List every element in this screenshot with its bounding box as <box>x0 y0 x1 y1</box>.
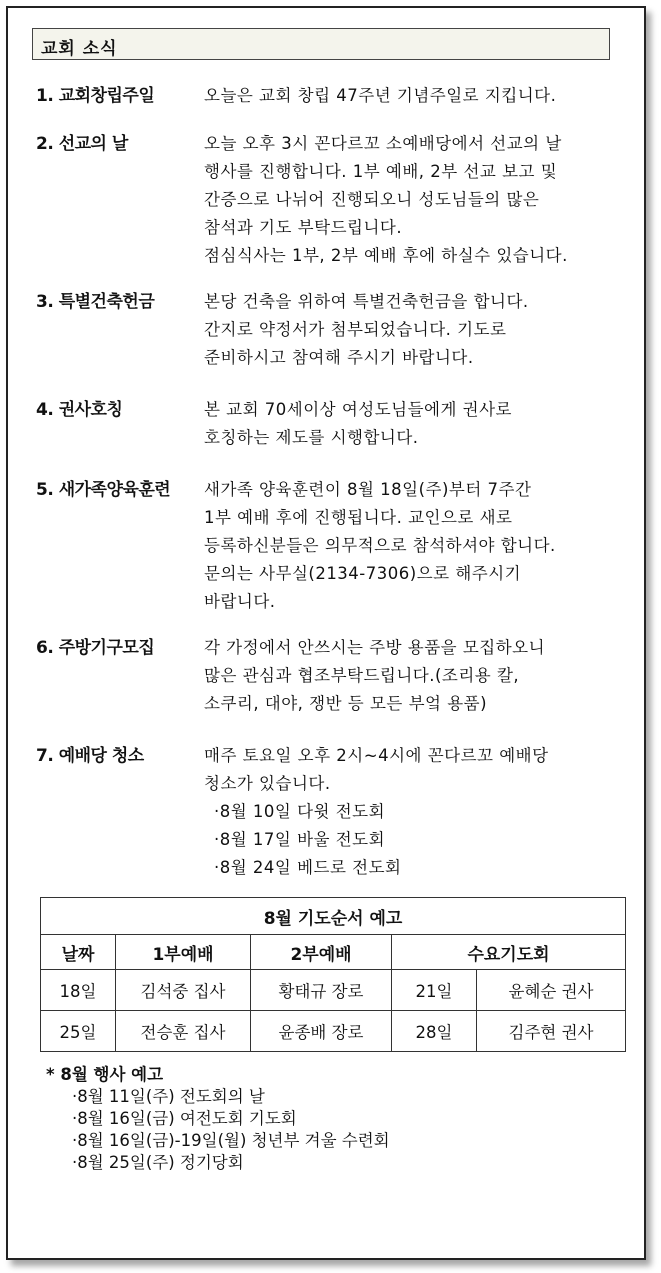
table-cell: 윤종배 장로 <box>251 1011 392 1052</box>
events-list <box>72 1086 390 1174</box>
item-body <box>204 396 624 452</box>
column-header-first-service: 1부예배 <box>116 935 251 970</box>
table-row <box>41 970 626 1011</box>
item-line: 문의는 사무실(2134-7306)으로 해주시기 <box>204 564 522 583</box>
item-line: 청소가 있습니다. <box>204 774 331 793</box>
cleaning-schedule-entry: ·8월 17일 바울 전도회 <box>214 830 386 849</box>
table-cell: 황태규 장로 <box>251 970 392 1011</box>
column-header-wednesday-prayer: 수요기도회 <box>392 935 626 970</box>
events-title: * 8월 행사 예고 <box>46 1065 164 1084</box>
august-events <box>46 1064 390 1174</box>
section-title: 교회 소식 <box>41 39 118 59</box>
table-cell: 28일 <box>392 1011 477 1052</box>
prayer-schedule-table <box>40 897 626 1052</box>
item-body <box>204 476 624 616</box>
item-line: 행사를 진행합니다. 1부 예배, 2부 선교 보고 및 <box>204 162 558 181</box>
item-body <box>204 288 624 372</box>
item-line: 오늘 오후 3시 꼰다르꼬 소예배당에서 선교의 날 <box>204 134 562 153</box>
event-item: ·8월 11일(주) 전도회의 날 <box>72 1087 265 1106</box>
table-caption: 8월 기도순서 예고 <box>41 898 626 935</box>
item-line: 매주 토요일 오후 2시~4시에 꼰다르꼬 예배당 <box>204 746 549 765</box>
item-line: 참석과 기도 부탁드립니다. <box>204 218 403 237</box>
event-item: ·8월 16일(금)-19일(월) 청년부 겨울 수련회 <box>72 1131 390 1150</box>
item-line: 많은 관심과 협조부탁드립니다.(조리용 칼, <box>204 666 520 685</box>
event-item: ·8월 25일(주) 정기당회 <box>72 1153 244 1172</box>
section-header <box>32 28 610 60</box>
column-header-second-service: 2부예배 <box>251 935 392 970</box>
item-line: 새가족 양육훈련이 8월 18일(주)부터 7주간 <box>204 480 532 499</box>
item-title: 4. 권사호칭 <box>36 400 123 420</box>
item-line: 각 가정에서 안쓰시는 주방 용품을 모집하오니 <box>204 638 546 657</box>
item-title: 2. 선교의 날 <box>36 134 128 154</box>
item-line: 준비하시고 참여해 주시기 바랍니다. <box>204 348 474 367</box>
table-cell: 25일 <box>41 1011 116 1052</box>
item-line: 소쿠리, 대야, 쟁반 등 모든 부엌 용품) <box>204 694 488 713</box>
item-line: 간증으로 나뉘어 진행되오니 성도님들의 많은 <box>204 190 540 209</box>
item-body <box>204 130 624 270</box>
item-line: 오늘은 교회 창립 47주년 기념주일로 지킵니다. <box>204 86 557 105</box>
event-item: ·8월 16일(금) 여전도회 기도회 <box>72 1109 297 1128</box>
item-title: 5. 새가족양육훈련 <box>36 480 171 500</box>
item-line: 간지로 약정서가 첨부되었습니다. 기도로 <box>204 320 507 339</box>
table-cell: 전승훈 집사 <box>116 1011 251 1052</box>
table-cell: 김석중 집사 <box>116 970 251 1011</box>
item-body <box>204 82 624 110</box>
item-title: 3. 특별건축헌금 <box>36 292 155 312</box>
item-line: 호칭하는 제도를 시행합니다. <box>204 428 419 447</box>
item-title: 7. 예배당 청소 <box>36 746 144 766</box>
column-header-date: 날짜 <box>41 935 116 970</box>
item-line: 바랍니다. <box>204 592 276 611</box>
item-line: 본당 건축을 위하여 특별건축헌금을 합니다. <box>204 292 529 311</box>
item-line: 1부 예배 후에 진행됩니다. 교인으로 새로 <box>204 508 513 527</box>
table-cell: 김주현 권사 <box>477 1011 626 1052</box>
item-line: 점심식사는 1부, 2부 예배 후에 하실수 있습니다. <box>204 246 568 265</box>
item-body <box>204 742 624 882</box>
item-body <box>204 634 624 718</box>
table-cell: 21일 <box>392 970 477 1011</box>
cleaning-schedule-entry: ·8월 24일 베드로 전도회 <box>214 858 402 877</box>
cleaning-schedule-entry: ·8월 10일 다윗 전도회 <box>214 802 386 821</box>
item-line: 본 교회 70세이상 여성도님들에게 권사로 <box>204 400 512 419</box>
table-cell: 윤혜순 권사 <box>477 970 626 1011</box>
item-line: 등록하신분들은 의무적으로 참석하셔야 합니다. <box>204 536 556 555</box>
item-title: 1. 교회창립주일 <box>36 86 155 106</box>
table-cell: 18일 <box>41 970 116 1011</box>
table-row <box>41 1011 626 1052</box>
item-title: 6. 주방기구모집 <box>36 638 155 658</box>
